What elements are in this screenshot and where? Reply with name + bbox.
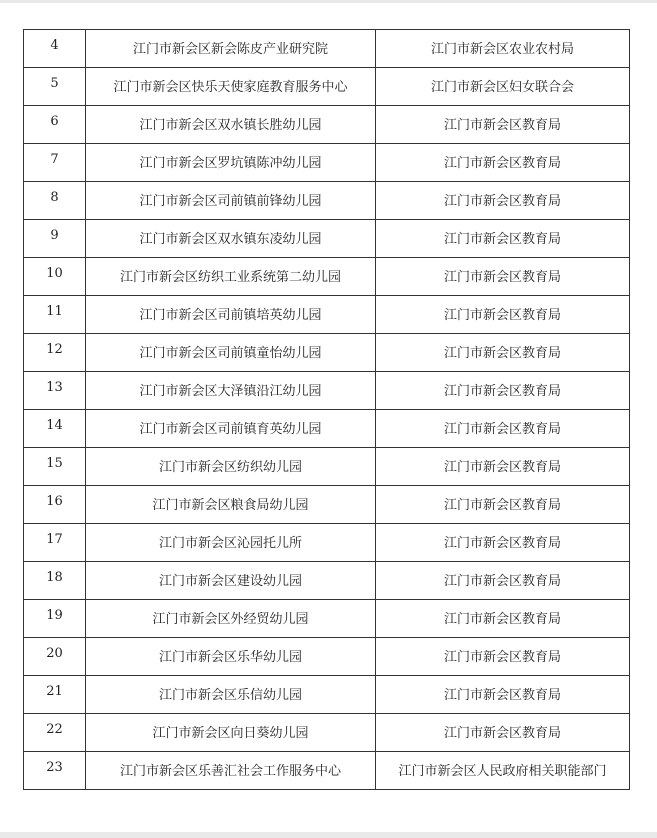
supervising-department: 江门市新会区教育局 <box>376 638 630 676</box>
supervising-department: 江门市新会区教育局 <box>376 562 630 600</box>
organization-table <box>23 29 630 790</box>
row-number: 15 <box>24 448 86 486</box>
row-number: 13 <box>24 372 86 410</box>
table-row <box>24 486 630 524</box>
row-number: 21 <box>24 676 86 714</box>
organization-name: 江门市新会区司前镇培英幼儿园 <box>86 296 376 334</box>
organization-name: 江门市新会区乐华幼儿园 <box>86 638 376 676</box>
organization-name: 江门市新会区粮食局幼儿园 <box>86 486 376 524</box>
organization-name: 江门市新会区外经贸幼儿园 <box>86 600 376 638</box>
row-number: 6 <box>24 106 86 144</box>
row-number: 19 <box>24 600 86 638</box>
organization-name: 江门市新会区大泽镇沿江幼儿园 <box>86 372 376 410</box>
table-row <box>24 676 630 714</box>
row-number: 14 <box>24 410 86 448</box>
supervising-department: 江门市新会区教育局 <box>376 258 630 296</box>
organization-name: 江门市新会区纺织工业系统第二幼儿园 <box>86 258 376 296</box>
organization-name: 江门市新会区乐善汇社会工作服务中心 <box>86 752 376 790</box>
table-row <box>24 410 630 448</box>
organization-name: 江门市新会区双水镇长胜幼儿园 <box>86 106 376 144</box>
table-row <box>24 258 630 296</box>
table-row <box>24 714 630 752</box>
supervising-department: 江门市新会区教育局 <box>376 106 630 144</box>
supervising-department: 江门市新会区教育局 <box>376 144 630 182</box>
supervising-department: 江门市新会区教育局 <box>376 600 630 638</box>
table-row <box>24 106 630 144</box>
organization-name: 江门市新会区司前镇前锋幼儿园 <box>86 182 376 220</box>
table-row <box>24 752 630 790</box>
document-page <box>0 3 657 832</box>
organization-name: 江门市新会区向日葵幼儿园 <box>86 714 376 752</box>
table-row <box>24 562 630 600</box>
supervising-department: 江门市新会区教育局 <box>376 372 630 410</box>
row-number: 17 <box>24 524 86 562</box>
table-row <box>24 524 630 562</box>
table-row <box>24 144 630 182</box>
row-number: 20 <box>24 638 86 676</box>
supervising-department: 江门市新会区教育局 <box>376 714 630 752</box>
organization-name: 江门市新会区乐信幼儿园 <box>86 676 376 714</box>
row-number: 18 <box>24 562 86 600</box>
table-row <box>24 68 630 106</box>
supervising-department: 江门市新会区教育局 <box>376 410 630 448</box>
row-number: 5 <box>24 68 86 106</box>
organization-name: 江门市新会区沁园托儿所 <box>86 524 376 562</box>
table-row <box>24 334 630 372</box>
table-row <box>24 296 630 334</box>
supervising-department: 江门市新会区教育局 <box>376 448 630 486</box>
organization-name: 江门市新会区建设幼儿园 <box>86 562 376 600</box>
organization-name: 江门市新会区罗坑镇陈冲幼儿园 <box>86 144 376 182</box>
supervising-department: 江门市新会区教育局 <box>376 524 630 562</box>
supervising-department: 江门市新会区妇女联合会 <box>376 68 630 106</box>
organization-name: 江门市新会区快乐天使家庭教育服务中心 <box>86 68 376 106</box>
supervising-department: 江门市新会区教育局 <box>376 220 630 258</box>
row-number: 4 <box>24 30 86 68</box>
page-gap <box>0 832 657 838</box>
organization-name: 江门市新会区新会陈皮产业研究院 <box>86 30 376 68</box>
table-row <box>24 600 630 638</box>
row-number: 10 <box>24 258 86 296</box>
supervising-department: 江门市新会区教育局 <box>376 182 630 220</box>
row-number: 8 <box>24 182 86 220</box>
table-row <box>24 182 630 220</box>
table-body <box>24 30 630 790</box>
supervising-department: 江门市新会区人民政府相关职能部门 <box>376 752 630 790</box>
row-number: 11 <box>24 296 86 334</box>
organization-name: 江门市新会区司前镇童怡幼儿园 <box>86 334 376 372</box>
row-number: 7 <box>24 144 86 182</box>
organization-name: 江门市新会区纺织幼儿园 <box>86 448 376 486</box>
row-number: 12 <box>24 334 86 372</box>
organization-name: 江门市新会区双水镇东凌幼儿园 <box>86 220 376 258</box>
supervising-department: 江门市新会区教育局 <box>376 296 630 334</box>
table-row <box>24 372 630 410</box>
row-number: 23 <box>24 752 86 790</box>
table-row <box>24 638 630 676</box>
supervising-department: 江门市新会区教育局 <box>376 486 630 524</box>
row-number: 16 <box>24 486 86 524</box>
supervising-department: 江门市新会区农业农村局 <box>376 30 630 68</box>
supervising-department: 江门市新会区教育局 <box>376 676 630 714</box>
table-row <box>24 220 630 258</box>
table-row <box>24 448 630 486</box>
supervising-department: 江门市新会区教育局 <box>376 334 630 372</box>
row-number: 22 <box>24 714 86 752</box>
organization-name: 江门市新会区司前镇育英幼儿园 <box>86 410 376 448</box>
row-number: 9 <box>24 220 86 258</box>
table-row <box>24 30 630 68</box>
